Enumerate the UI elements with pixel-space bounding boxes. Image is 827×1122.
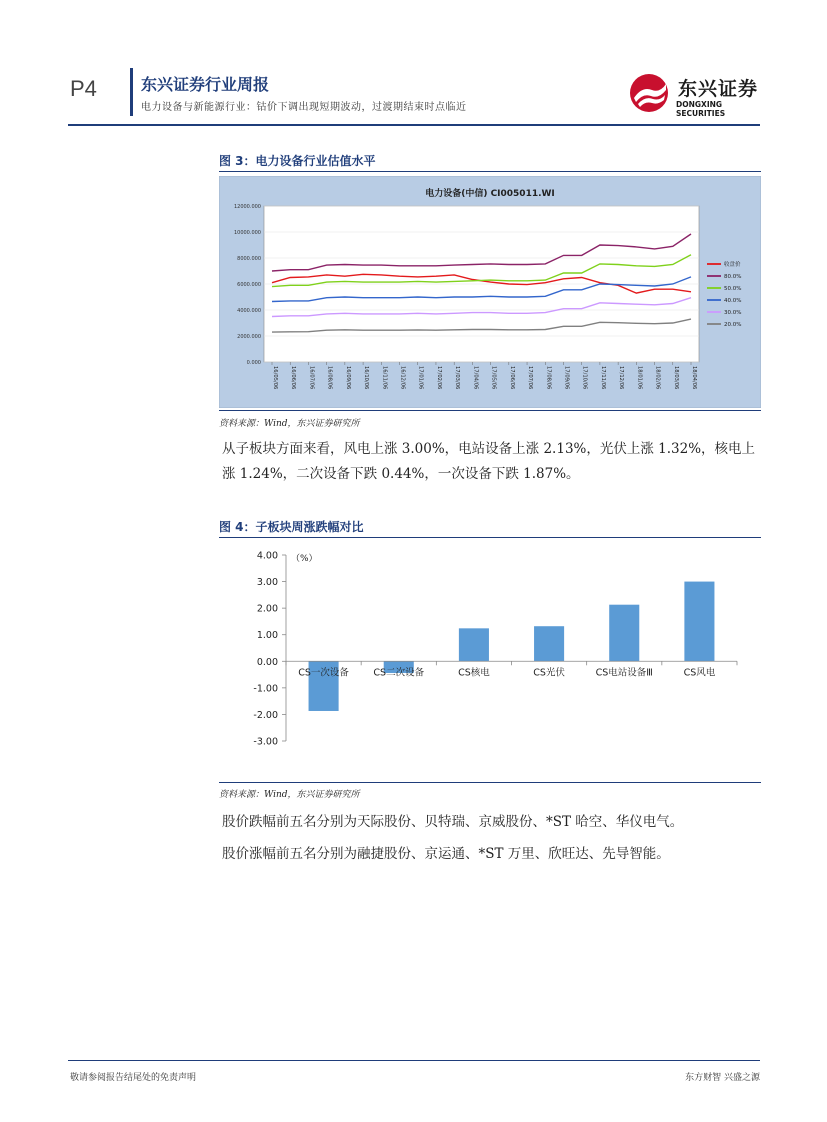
chart1-y-tick-label: 6000.000 bbox=[237, 282, 261, 288]
report-subtitle: 电力设备与新能源行业：钴价下调出现短期波动，过渡期结束时点临近 bbox=[141, 102, 467, 113]
chart1-legend-label: 80.0% bbox=[724, 274, 742, 280]
chart1-x-tick-label: 18/04/06 bbox=[691, 366, 697, 390]
chart1-x-tick-label: 17/05/06 bbox=[490, 366, 497, 390]
chart1-x-tick-label: 16/10/06 bbox=[363, 366, 370, 390]
chart2-y-tick-label: -2.00 bbox=[253, 709, 278, 721]
chart2-category-label: CS二次设备 bbox=[373, 667, 425, 679]
chart1-x-tick-label: 16/06/06 bbox=[290, 366, 297, 390]
chart1-x-tick-label: 17/02/06 bbox=[435, 366, 442, 390]
chart2-y-tick-label: 0.00 bbox=[256, 656, 278, 668]
chart1-x-tick-label: 16/12/06 bbox=[399, 366, 406, 390]
chart1-x-tick-label: 17/10/06 bbox=[581, 366, 588, 390]
footer-rule bbox=[68, 1060, 760, 1061]
chart2-y-tick-label: 1.00 bbox=[256, 630, 278, 642]
chart2-y-tick-label: 3.00 bbox=[256, 577, 278, 589]
chart2-bar bbox=[684, 582, 714, 662]
figure3-bottom-rule bbox=[219, 410, 761, 411]
chart1-x-tick-label: 18/01/06 bbox=[636, 366, 643, 390]
chart2-y-tick-label: 2.00 bbox=[256, 603, 278, 615]
figure4-source: 资料来源：Wind，东兴证券研究所 bbox=[219, 790, 360, 800]
chart2-y-tick-label: 4.00 bbox=[256, 550, 278, 562]
valuation-line-chart bbox=[219, 176, 761, 408]
figure3-source: 资料来源：Wind，东兴证券研究所 bbox=[219, 419, 360, 429]
figure4-caption: 图 4：子板块周涨跌幅对比 bbox=[219, 520, 364, 534]
chart1-x-tick-label: 17/04/06 bbox=[472, 366, 479, 390]
company-logo bbox=[628, 72, 763, 118]
page-number: P4 bbox=[70, 76, 97, 101]
chart2-category-label: CS核电 bbox=[458, 667, 490, 679]
chart1-x-tick-label: 17/09/06 bbox=[563, 366, 570, 390]
subsector-paragraph: 从子板块方面来看，风电上涨 3.00%，电站设备上涨 2.13%，光伏上涨 1.32%，核电上涨 1.24%，二次设备下跌 0.44%，一次设备下跌 1.87%。 bbox=[222, 441, 756, 482]
chart2-y-tick-label: -3.00 bbox=[253, 736, 278, 748]
chart2-bar bbox=[609, 605, 639, 662]
logo-mark-icon bbox=[628, 72, 672, 114]
chart1-x-tick-label: 18/02/06 bbox=[654, 366, 661, 390]
chart1-x-tick-label: 16/05/06 bbox=[272, 366, 278, 390]
chart1-title: 电力设备(中信) CI005011.WI bbox=[425, 189, 555, 199]
chart2-category-label: CS光伏 bbox=[533, 667, 565, 679]
chart2-y-unit-label: （%） bbox=[291, 554, 318, 564]
chart1-x-tick-label: 18/03/06 bbox=[672, 366, 679, 390]
footer-slogan: 东方财智 兴盛之源 bbox=[685, 1073, 760, 1083]
chart2-bar bbox=[459, 628, 489, 661]
figure4-top-rule bbox=[219, 537, 761, 538]
chart1-x-tick-label: 16/09/06 bbox=[344, 366, 351, 390]
chart1-x-tick-label: 17/11/06 bbox=[599, 366, 606, 390]
report-title: 东兴证券行业周报 bbox=[141, 75, 270, 94]
header-rule bbox=[68, 124, 760, 126]
chart1-y-tick-label: 4000.000 bbox=[237, 308, 261, 314]
gainers-paragraph: 股价涨幅前五名分别为融捷股份、京运通、*ST 万里、欣旺达、先导智能。 bbox=[222, 846, 670, 862]
decliners-paragraph: 股价跌幅前五名分别为天际股份、贝特瑞、京威股份、*ST 哈空、华仪电气。 bbox=[222, 814, 684, 830]
chart1-legend-label: 20.0% bbox=[724, 322, 742, 328]
chart1-y-tick-label: 2000.000 bbox=[237, 334, 261, 340]
chart1-y-tick-label: 12000.000 bbox=[233, 204, 261, 210]
chart1-x-tick-label: 17/03/06 bbox=[454, 366, 461, 390]
chart1-legend-label: 30.0% bbox=[724, 310, 742, 316]
chart2-category-label: CS电站设备Ⅲ bbox=[595, 667, 653, 679]
chart1-x-tick-label: 17/08/06 bbox=[545, 366, 552, 390]
figure4-bottom-rule bbox=[219, 782, 761, 783]
figure3-caption: 图 3：电力设备行业估值水平 bbox=[219, 154, 376, 168]
chart1-y-tick-label: 0.000 bbox=[246, 360, 261, 366]
chart1-x-tick-label: 17/07/06 bbox=[527, 366, 534, 390]
logo-text-en: DONGXING SECURITIES bbox=[676, 100, 726, 118]
chart2-category-label: CS一次设备 bbox=[298, 667, 349, 679]
chart2-y-tick-label: -1.00 bbox=[253, 683, 278, 695]
chart1-x-tick-label: 17/06/06 bbox=[508, 366, 515, 390]
footer-disclaimer: 敬请参阅报告结尾处的免责声明 bbox=[70, 1073, 197, 1083]
header-divider bbox=[130, 68, 133, 116]
chart1-y-tick-label: 10000.000 bbox=[233, 230, 261, 236]
chart1-legend-label: 收盘价 bbox=[724, 262, 741, 268]
chart2-category-label: CS风电 bbox=[683, 667, 716, 679]
chart1-x-tick-label: 16/11/06 bbox=[381, 366, 388, 390]
chart1-x-tick-label: 16/08/06 bbox=[326, 366, 333, 390]
chart1-x-tick-label: 17/12/06 bbox=[618, 366, 625, 390]
chart1-legend-label: 50.0% bbox=[724, 286, 742, 292]
logo-text-cn: 东兴证券 bbox=[678, 78, 759, 100]
chart1-x-tick-label: 17/01/06 bbox=[417, 366, 424, 390]
chart2-bar bbox=[534, 626, 564, 661]
chart1-x-tick-label: 16/07/06 bbox=[308, 366, 315, 390]
figure3-top-rule bbox=[219, 171, 761, 172]
subsector-bar-chart bbox=[219, 540, 761, 780]
chart1-y-tick-label: 8000.000 bbox=[237, 256, 261, 262]
chart1-legend-label: 40.0% bbox=[724, 298, 742, 304]
